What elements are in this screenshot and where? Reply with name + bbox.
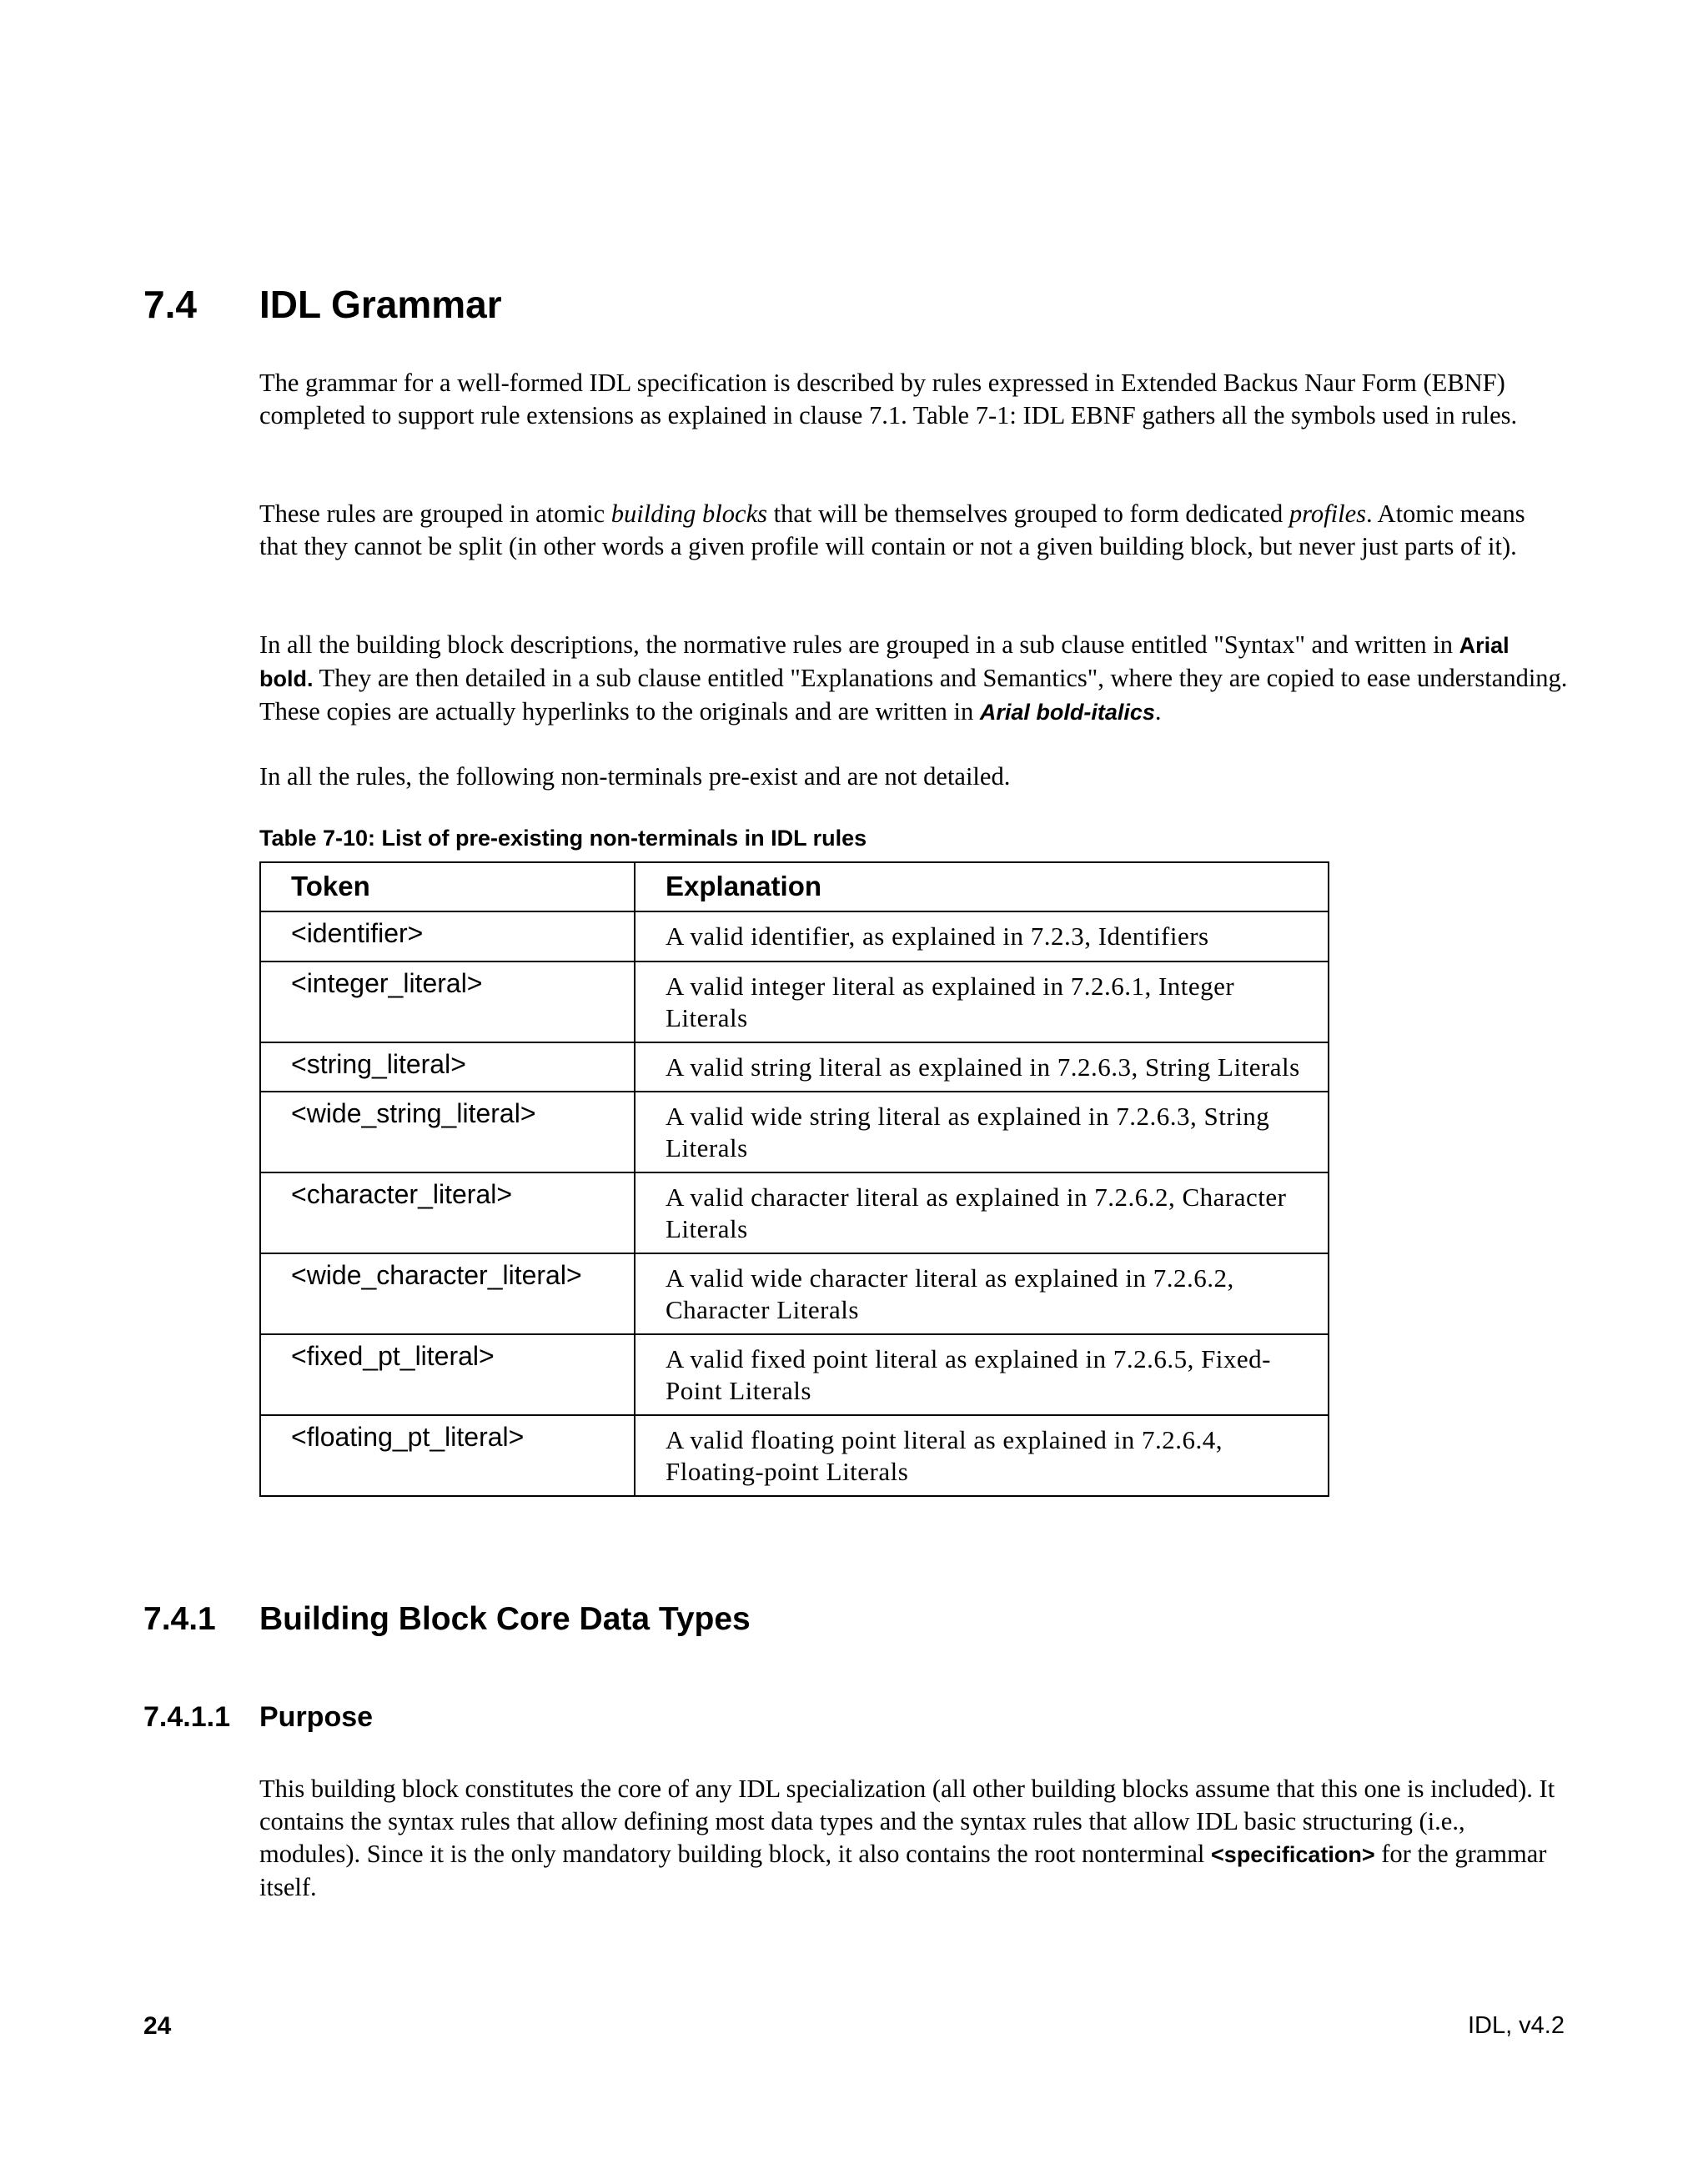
text-run: This building block constitutes the core of any IDL specialization (all other building blocks assume that this one is included). It contains the syntax rules that allow defining most data types and the syntax rules that allow IDL basic structuring (i.e., modules). Since it is the only mandatory building block, it also contains the root nonterminal [259, 1775, 1555, 1868]
document-label: IDL, v4.2 [1467, 2012, 1565, 2039]
section-heading [143, 282, 502, 327]
explanation-cell: A valid wide character literal as explained in 7.2.6.2, Character Literals [635, 1253, 1329, 1334]
token-cell: <string_literal> [260, 1042, 635, 1092]
intro-paragraph-4: In all the rules, the following non-terminals pre-exist and are not detailed. [259, 762, 1011, 791]
purpose-paragraph [259, 1773, 1569, 1904]
header-explanation: Explanation [635, 862, 1329, 911]
table-row [260, 961, 1329, 1042]
token-cell: <floating_pt_literal> [260, 1415, 635, 1496]
text-run: In all the building block descriptions, the normative rules are grouped in a sub clause entitled "Syntax" and written in [259, 630, 1459, 659]
specification-nonterminal: <specification> [1211, 1842, 1375, 1867]
table-row [260, 1415, 1329, 1496]
table-row [260, 1092, 1329, 1172]
table-row [260, 1172, 1329, 1253]
text-run: . Atomic means that they cannot be split (in other words a given profile will contain or not a given building block, but never just parts of it). [259, 500, 1525, 560]
emphasis-profiles: profiles [1289, 500, 1366, 528]
explanation-cell: A valid floating point literal as explained in 7.2.6.4, Floating-point Literals [635, 1415, 1329, 1496]
emphasis-building-blocks: building blocks [610, 500, 767, 528]
subsection-title: Building Block Core Data Types [259, 1601, 751, 1637]
subsubsection-title: Purpose [259, 1701, 374, 1733]
table-row [260, 1334, 1329, 1415]
token-cell: <wide_string_literal> [260, 1092, 635, 1172]
section-title: IDL Grammar [259, 283, 502, 326]
explanation-cell: A valid string literal as explained in 7.2.6.3, String Literals [635, 1042, 1329, 1092]
explanation-cell: A valid integer literal as explained in 7.2.6.1, Integer Literals [635, 961, 1329, 1042]
explanation-cell: A valid identifier, as explained in 7.2.3, Identifiers [635, 911, 1329, 961]
arial-bold-italic-sample: Arial bold-italics [979, 700, 1155, 725]
explanation-cell: A valid wide string literal as explained in 7.2.6.3, String Literals [635, 1092, 1329, 1172]
text-run: . [1154, 697, 1162, 726]
intro-paragraph-2 [259, 498, 1569, 563]
table-header-row [260, 862, 1329, 911]
subsection-number: 7.4.1 [143, 1601, 216, 1637]
section-number: 7.4 [143, 283, 197, 326]
intro-paragraph-1: The grammar for a well-formed IDL specification is described by rules expressed in Extended Backus Naur Form (EBNF) completed to support rule extensions as explained in clause 7.1. Table 7-1: IDL EBNF gathers all the symbols used in rules. [259, 369, 1518, 429]
intro-paragraph-3 [259, 629, 1569, 729]
explanation-cell: A valid character literal as explained in 7.2.6.2, Character Literals [635, 1172, 1329, 1253]
text-run: for the grammar itself. [259, 1840, 1547, 1901]
token-cell: <character_literal> [260, 1172, 635, 1253]
non-terminals-table [259, 861, 1329, 1497]
table-row [260, 911, 1329, 961]
text-run: These rules are grouped in atomic [259, 500, 611, 528]
token-cell: <fixed_pt_literal> [260, 1334, 635, 1415]
explanation-cell: A valid fixed point literal as explained in 7.2.6.5, Fixed-Point Literals [635, 1334, 1329, 1415]
table-caption: Table 7-10: List of pre-existing non-terminals in IDL rules [259, 826, 867, 851]
header-token: Token [260, 862, 635, 911]
table-row [260, 1042, 1329, 1092]
arial-bold-sample: Arial bold. [259, 633, 1510, 691]
subsection-heading [143, 1601, 751, 1638]
token-cell: <wide_character_literal> [260, 1253, 635, 1334]
token-cell: <integer_literal> [260, 961, 635, 1042]
token-cell: <identifier> [260, 911, 635, 961]
subsubsection-heading [143, 1701, 373, 1734]
subsubsection-number: 7.4.1.1 [143, 1701, 230, 1733]
text-run: that will be themselves grouped to form dedicated [766, 500, 1289, 528]
table-row [260, 1253, 1329, 1334]
text-run: They are then detailed in a sub clause entitled "Explanations and Semantics", where they are copied to ease understanding. These copies are actually hyperlinks to the originals and are written in [259, 664, 1568, 726]
page-number: 24 [143, 2012, 172, 2040]
